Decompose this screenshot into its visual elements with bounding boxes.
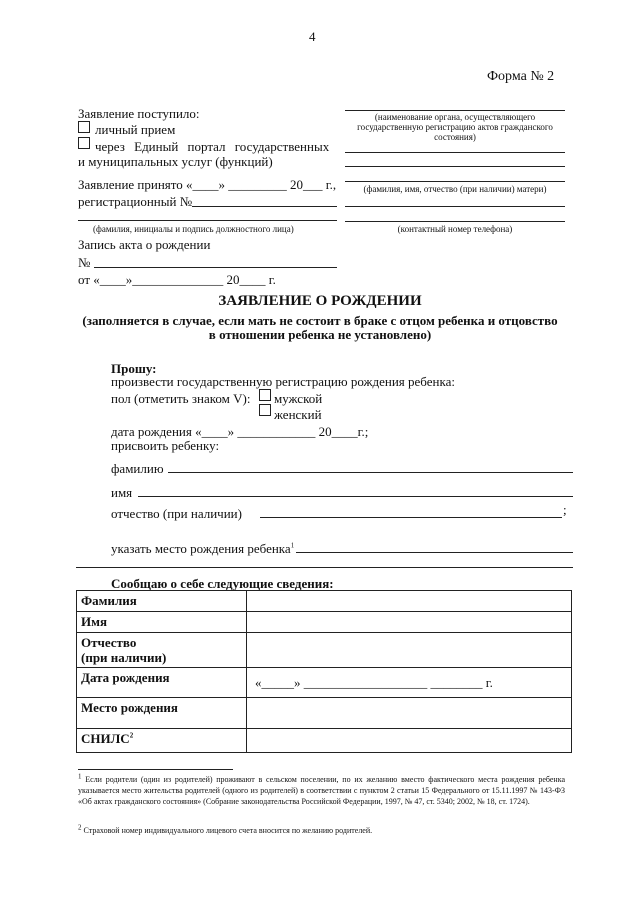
child-patronymic-field[interactable] — [260, 517, 562, 518]
child-birth-date: дата рождения «____» ____________ 20____г.; — [111, 424, 369, 439]
portal-checkbox[interactable] — [78, 137, 90, 149]
footnote-2: $^2$ Страховой номер индивидуального лицевого счета вносится по желанию родителей. — [78, 823, 373, 835]
portal-label-1: через Единый портал государственных — [95, 139, 330, 154]
request-heading: Прошу: — [111, 361, 157, 376]
record-number-label: № — [78, 255, 91, 270]
child-surname-field[interactable] — [168, 472, 573, 473]
semicolon: ; — [563, 502, 567, 517]
received-label: Заявление поступило: — [78, 106, 200, 121]
surname-cell: Фамилия — [77, 591, 247, 612]
form-label: Форма № 2 — [487, 69, 555, 84]
table-row — [77, 591, 572, 612]
organ-caption-3: состояния) — [434, 132, 476, 142]
applicant-info-table — [76, 590, 572, 753]
table-row — [77, 729, 572, 753]
page-number: 4 — [309, 29, 316, 44]
birth-date-value[interactable]: «_____» ___________________ ________ г. — [247, 668, 572, 698]
record-label: Запись акта о рождении — [78, 237, 211, 252]
birthplace-label: указать место рождения ребенка$^1$ — [111, 541, 295, 556]
document-subtitle-1: (заполняется в случае, если мать не состоит в браке с отцом ребенка и отцовство — [82, 313, 558, 328]
document-title: ЗАЯВЛЕНИЕ О РОЖДЕНИИ — [218, 293, 422, 309]
table-row — [77, 698, 572, 729]
table-row — [77, 668, 572, 698]
child-name-label: имя — [111, 485, 133, 500]
child-surname-label: фамилию — [111, 461, 164, 476]
portal-label-2: и муниципальных услуг (функций) — [78, 154, 273, 169]
phone-caption: (контактный номер телефона) — [397, 224, 513, 234]
birthplace-cell: Место рождения — [77, 698, 247, 729]
personal-checkbox[interactable] — [78, 121, 90, 133]
name-cell: Имя — [77, 612, 247, 633]
applicant-line-1[interactable] — [345, 152, 565, 153]
footnote-1: $^1$ Если родители (один из родителей) проживают в сельском поселении, по их желанию вместо фактического места рождения ребенка указывается место жительства родителей (одного из родителей) в соответствии с пунктом 2 статьи 15 Федерального от 15.11.1997 № 143-ФЗ «Об актах гражданского состояния» (Собрание законодательства Российской Федерации, 1997, № 47, ст. 5340; 2002, № 18, ст. 1724). — [78, 772, 566, 806]
organ-caption-1: (наименование органа, осуществляющего — [374, 112, 536, 122]
birthplace-value[interactable] — [247, 698, 572, 729]
mother-line[interactable] — [345, 181, 565, 182]
patronymic-value[interactable] — [247, 633, 572, 668]
signature-caption: (фамилия, инициалы и подпись должностного лица) — [93, 224, 294, 234]
sex-label: пол (отметить знаком V): — [111, 391, 251, 406]
snils-value[interactable] — [247, 729, 572, 753]
child-patronymic-label: отчество (при наличии) — [111, 506, 242, 521]
personal-label: личный прием — [95, 122, 176, 137]
phone-line[interactable] — [345, 221, 565, 222]
organ-line[interactable] — [345, 110, 565, 111]
birth-date-cell: Дата рождения — [77, 668, 247, 698]
female-label: женский — [274, 407, 322, 422]
info-heading: Сообщаю о себе следующие сведения: — [111, 576, 334, 591]
surname-value[interactable] — [247, 591, 572, 612]
birthplace-field-2[interactable] — [76, 567, 573, 568]
male-label: мужской — [274, 391, 323, 406]
assign-label: присвоить ребенку: — [111, 438, 220, 453]
signature-line[interactable] — [78, 220, 337, 221]
reg-number-label: регистрационный № — [78, 194, 193, 209]
reg-number-line[interactable] — [192, 206, 337, 207]
patronymic-cell: Отчество (при наличии) — [77, 633, 247, 668]
record-number-line[interactable] — [94, 267, 337, 268]
female-checkbox[interactable] — [259, 404, 271, 416]
record-date: от «____»______________ 20____ г. — [78, 272, 276, 287]
table-row — [77, 633, 572, 668]
request-text: произвести государственную регистрацию рождения ребенка: — [111, 374, 455, 389]
applicant-line-2[interactable] — [345, 166, 565, 167]
snils-cell: СНИЛС$^2$ — [77, 729, 247, 753]
footnote-separator — [78, 769, 233, 770]
document-subtitle-2: в отношении ребенка не установлено) — [208, 327, 432, 342]
mother-caption: (фамилия, имя, отчество (при наличии) матери) — [363, 184, 547, 194]
child-name-field[interactable] — [138, 496, 573, 497]
table-row — [77, 612, 572, 633]
male-checkbox[interactable] — [259, 389, 271, 401]
organ-caption-2: государственную регистрацию актов гражданского — [357, 122, 553, 132]
birthplace-field[interactable] — [296, 552, 573, 553]
mother-line-2[interactable] — [345, 206, 565, 207]
name-value[interactable] — [247, 612, 572, 633]
accepted-label: Заявление принято «____» _________ 20___ г., — [78, 177, 337, 192]
